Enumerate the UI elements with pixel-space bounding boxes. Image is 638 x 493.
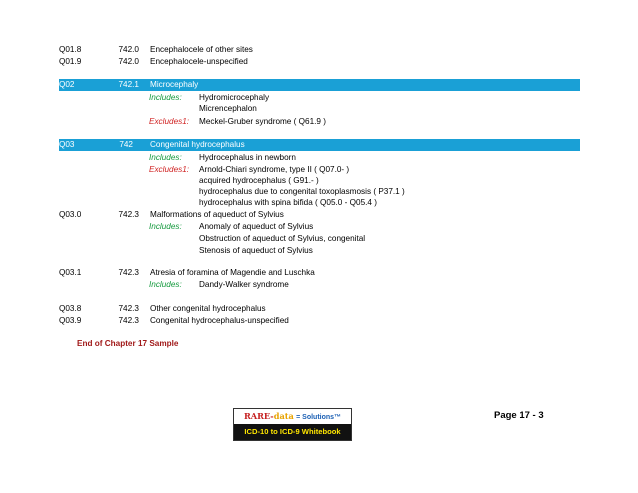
icd9-code: 742.3 bbox=[118, 268, 139, 277]
note-text: hydrocephalus due to congenital toxoplasmosis ( P37.1 ) bbox=[199, 187, 405, 196]
note-text: acquired hydrocephalus ( G91.- ) bbox=[199, 176, 319, 185]
code-description: Encephalocele of other sites bbox=[150, 45, 253, 54]
logo-wordmark bbox=[234, 409, 351, 424]
code-description: Other congenital hydrocephalus bbox=[150, 304, 266, 313]
note-row bbox=[59, 221, 580, 232]
note-row bbox=[59, 186, 580, 197]
code-row-q03-9 bbox=[59, 315, 580, 326]
logo-rare-text: RARE- bbox=[243, 411, 274, 421]
code-description: Atresia of foramina of Magendie and Luschka bbox=[150, 268, 315, 277]
note-text: Dandy-Walker syndrome bbox=[199, 280, 289, 289]
note-row bbox=[59, 233, 580, 244]
end-of-chapter-note: End of Chapter 17 Sample bbox=[77, 339, 179, 348]
code-description: Microcephaly bbox=[150, 80, 199, 89]
note-text: Meckel-Gruber syndrome ( Q61.9 ) bbox=[199, 117, 326, 126]
note-text: Micrencephalon bbox=[199, 104, 257, 113]
icd9-code: 742.0 bbox=[118, 45, 139, 54]
note-row bbox=[59, 152, 580, 163]
icd10-code: Q02 bbox=[59, 80, 75, 89]
code-row-q03-1 bbox=[59, 267, 580, 278]
code-description: Congenital hydrocephalus bbox=[150, 140, 245, 149]
icd10-code: Q01.8 bbox=[59, 45, 82, 54]
icd9-code: 742 bbox=[119, 140, 133, 149]
note-text: Arnold-Chiari syndrome, type II ( Q07.0- ) bbox=[199, 165, 350, 174]
icd9-code: 742.1 bbox=[118, 80, 139, 89]
includes-label: Includes: bbox=[149, 222, 182, 231]
logo-subtitle: ICD-10 to ICD-9 Whitebook bbox=[234, 424, 351, 440]
code-description: Congenital hydrocephalus-unspecified bbox=[150, 316, 289, 325]
note-text: Stenosis of aqueduct of Sylvius bbox=[199, 246, 313, 255]
code-row-q03-8 bbox=[59, 303, 580, 314]
note-row bbox=[59, 116, 580, 127]
note-text: hydrocephalus with spina bifida ( Q05.0 - Q05.4 ) bbox=[199, 198, 377, 207]
note-row bbox=[59, 197, 580, 208]
icd10-code: Q03.0 bbox=[59, 210, 82, 219]
icd10-code: Q03 bbox=[59, 140, 75, 149]
note-row bbox=[59, 92, 580, 103]
includes-label: Includes: bbox=[149, 280, 182, 289]
note-row bbox=[59, 175, 580, 186]
code-row-q01-8 bbox=[59, 44, 580, 55]
note-row bbox=[59, 164, 580, 175]
note-text: Obstruction of aqueduct of Sylvius, congenital bbox=[199, 234, 366, 243]
includes-label: Includes: bbox=[149, 93, 182, 102]
icd10-code: Q03.1 bbox=[59, 268, 82, 277]
icd9-code: 742.3 bbox=[118, 304, 139, 313]
code-row-q03 bbox=[59, 139, 580, 151]
logo-solutions-text: = Solutions™ bbox=[296, 414, 342, 421]
code-description: Malformations of aqueduct of Sylvius bbox=[150, 210, 284, 219]
note-row bbox=[59, 245, 580, 256]
includes-label: Includes: bbox=[149, 153, 182, 162]
icd10-code: Q01.9 bbox=[59, 57, 82, 66]
note-row bbox=[59, 103, 580, 114]
code-row-q03-0 bbox=[59, 209, 580, 220]
icd10-code: Q03.8 bbox=[59, 304, 82, 313]
code-description: Encephalocele-unspecified bbox=[150, 57, 248, 66]
excludes1-label: Excludes1: bbox=[149, 117, 190, 126]
page-number: Page 17 - 3 bbox=[494, 410, 544, 421]
note-row bbox=[59, 279, 580, 290]
code-row-q02 bbox=[59, 79, 580, 91]
note-text: Anomaly of aqueduct of Sylvius bbox=[199, 222, 314, 231]
logo-data-text: data bbox=[273, 411, 294, 421]
code-row-q01-9 bbox=[59, 56, 580, 67]
icd9-code: 742.3 bbox=[118, 210, 139, 219]
note-text: Hydromicrocephaly bbox=[199, 93, 270, 102]
icd9-code: 742.0 bbox=[118, 57, 139, 66]
rare-data-logo bbox=[233, 408, 352, 441]
note-text: Hydrocephalus in newborn bbox=[199, 153, 296, 162]
icd9-code: 742.3 bbox=[118, 316, 139, 325]
excludes1-label: Excludes1: bbox=[149, 165, 190, 174]
icd10-code: Q03.9 bbox=[59, 316, 82, 325]
